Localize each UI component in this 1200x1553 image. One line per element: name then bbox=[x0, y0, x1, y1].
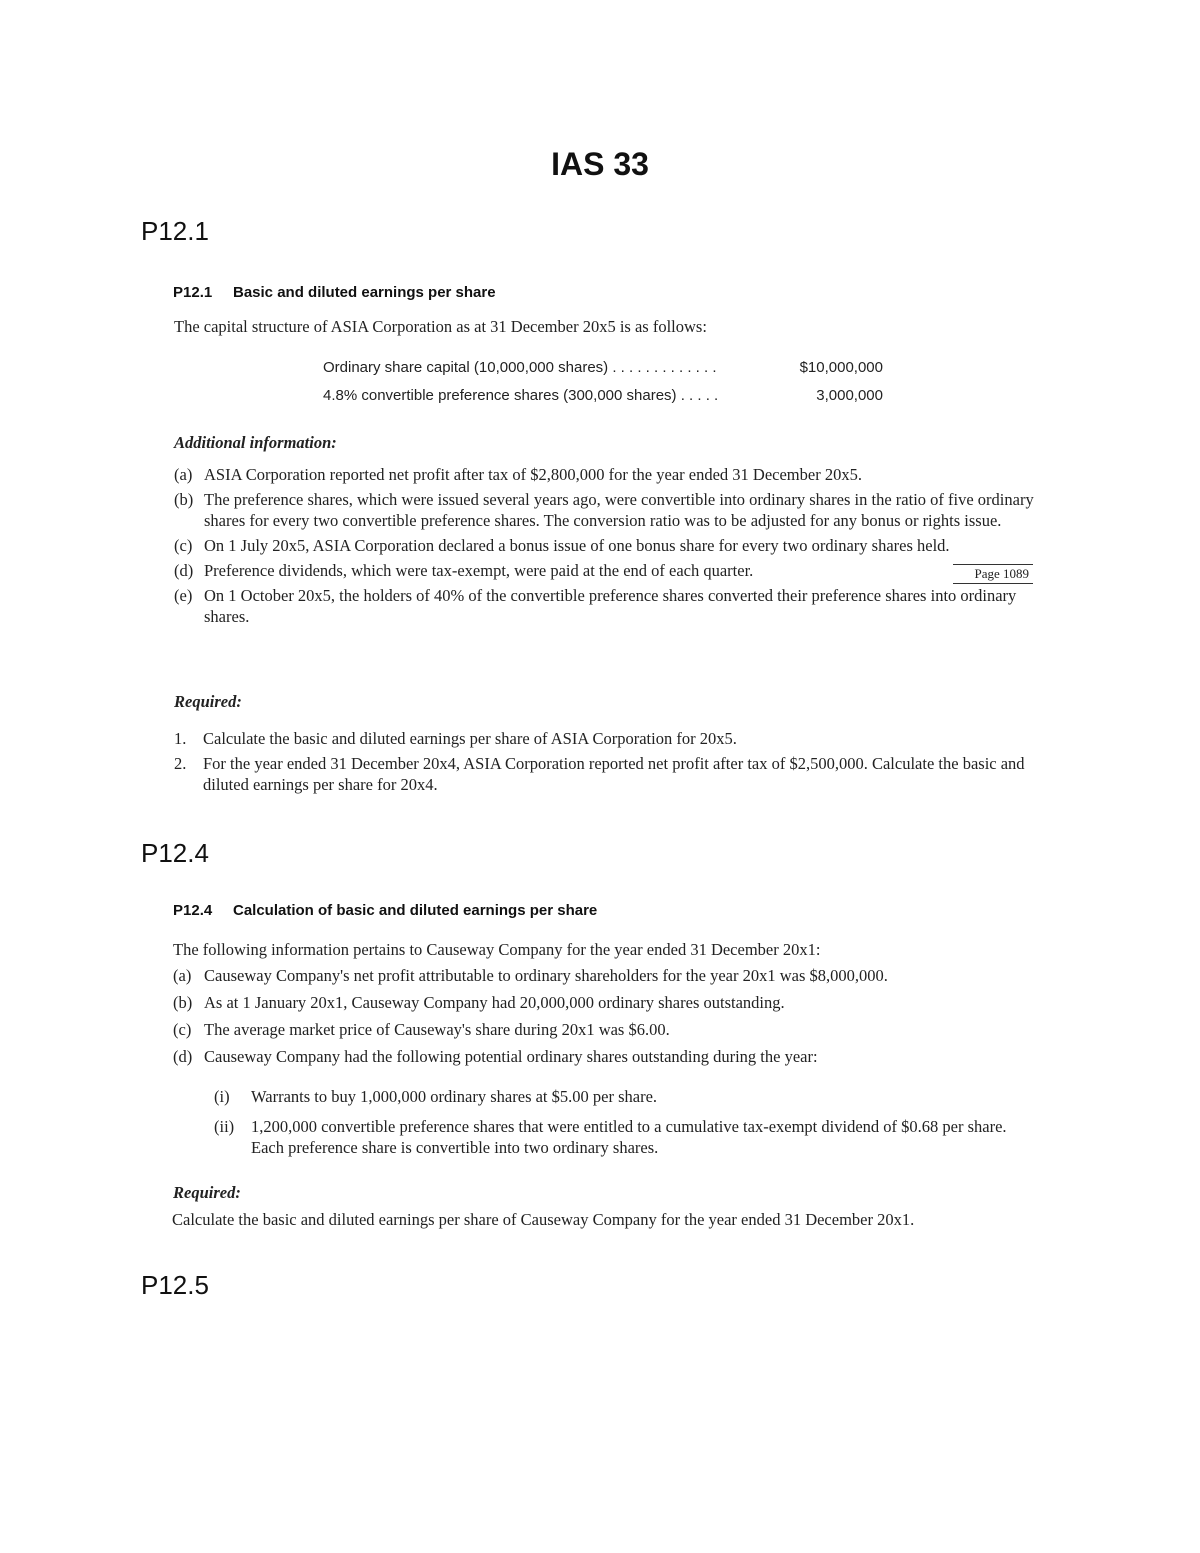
capital-value: $10,000,000 bbox=[799, 359, 883, 376]
item-marker: (b) bbox=[173, 993, 193, 1012]
list-item bbox=[174, 585, 1034, 627]
required-heading: Required: bbox=[174, 692, 242, 711]
potential-shares-list bbox=[214, 1086, 1040, 1158]
page-number-marker: Page 1089 bbox=[953, 564, 1033, 584]
list-item bbox=[174, 535, 1034, 556]
item-text: As at 1 January 20x1, Causeway Company had 20,000,000 ordinary shares outstanding. bbox=[204, 993, 785, 1012]
list-item bbox=[173, 992, 1033, 1013]
additional-info-list bbox=[174, 464, 1034, 627]
list-item bbox=[214, 1116, 1040, 1158]
item-text: For the year ended 31 December 20x4, ASIA Corporation reported net profit after tax of $2,500,000. Calculate the basic and diluted earnings per share for 20x4. bbox=[203, 754, 1025, 794]
required-heading: Required: bbox=[173, 1183, 241, 1202]
item-text: Preference dividends, which were tax-exempt, were paid at the end of each quarter. bbox=[204, 561, 754, 580]
problem-heading-text: Basic and diluted earnings per share bbox=[233, 284, 496, 301]
item-marker: (i) bbox=[214, 1087, 230, 1106]
item-text: Calculate the basic and diluted earnings per share of ASIA Corporation for 20x5. bbox=[203, 729, 737, 748]
section-title-p12-1: P12.1 bbox=[141, 216, 209, 246]
list-item bbox=[174, 728, 1034, 749]
item-marker: (d) bbox=[174, 561, 194, 580]
item-marker: (e) bbox=[174, 586, 193, 605]
item-text: The preference shares, which were issued several years ago, were convertible into ordinary shares in the ratio of five ordinary shares for every two convertible preference shares. The conversion ratio was to be adjusted for any bonus or rights issue. bbox=[204, 490, 1034, 530]
additional-info-heading: Additional information: bbox=[174, 433, 337, 452]
item-marker: (ii) bbox=[214, 1117, 235, 1136]
page-title: IAS 33 bbox=[551, 146, 649, 182]
item-marker: (b) bbox=[174, 490, 194, 509]
causeway-info-list bbox=[173, 965, 1033, 1067]
capital-label: 4.8% convertible preference shares (300,000 shares) . . . . . bbox=[323, 387, 719, 404]
list-item bbox=[174, 753, 1034, 795]
item-marker: (c) bbox=[173, 1020, 192, 1039]
item-text: On 1 July 20x5, ASIA Corporation declared a bonus issue of one bonus share for every two ordinary shares held. bbox=[204, 536, 950, 555]
item-marker: 2. bbox=[174, 754, 187, 773]
item-marker: (a) bbox=[173, 966, 192, 985]
list-item bbox=[173, 1019, 1033, 1040]
item-text: The average market price of Causeway's share during 20x1 was $6.00. bbox=[204, 1020, 670, 1039]
section-title-p12-5: P12.5 bbox=[141, 1270, 209, 1300]
capital-intro: The capital structure of ASIA Corporation as at 31 December 20x5 is as follows: bbox=[174, 317, 707, 336]
causeway-intro: The following information pertains to Causeway Company for the year ended 31 December 20x1: bbox=[173, 940, 821, 959]
problem-heading-text: Calculation of basic and diluted earnings per share bbox=[233, 902, 598, 919]
capital-row bbox=[323, 387, 883, 404]
problem-number: P12.4 bbox=[173, 902, 213, 919]
item-marker: 1. bbox=[174, 729, 187, 748]
item-text: Causeway Company's net profit attributable to ordinary shareholders for the year 20x1 was $8,000,000. bbox=[204, 966, 888, 985]
list-item bbox=[214, 1086, 1040, 1107]
capital-row bbox=[323, 359, 883, 376]
item-text: 1,200,000 convertible preference shares that were entitled to a cumulative tax-exempt dividend of $0.68 per share. Each preference share is convertible into two ordinary shares. bbox=[251, 1117, 1007, 1157]
item-text: On 1 October 20x5, the holders of 40% of the convertible preference shares converted their preference shares into ordinary shares. bbox=[204, 586, 1017, 626]
list-item bbox=[173, 965, 1033, 986]
list-item bbox=[174, 560, 1034, 581]
section-title-p12-4: P12.4 bbox=[141, 838, 209, 868]
item-text: ASIA Corporation reported net profit after tax of $2,800,000 for the year ended 31 December 20x5. bbox=[204, 465, 862, 484]
problem-number: P12.1 bbox=[173, 284, 213, 301]
item-marker: (d) bbox=[173, 1047, 193, 1066]
list-item bbox=[174, 489, 1034, 531]
capital-label: Ordinary share capital (10,000,000 shares) . . . . . . . . . . . . . bbox=[323, 359, 717, 376]
item-marker: (a) bbox=[174, 465, 193, 484]
item-marker: (c) bbox=[174, 536, 193, 555]
problem-heading-p12-4 bbox=[173, 902, 597, 919]
list-item bbox=[174, 464, 1034, 485]
required-list bbox=[174, 728, 1034, 795]
item-text: Warrants to buy 1,000,000 ordinary shares at $5.00 per share. bbox=[251, 1087, 658, 1106]
capital-value: 3,000,000 bbox=[816, 387, 883, 404]
problem-heading-p12-1 bbox=[173, 284, 496, 301]
required-text: Calculate the basic and diluted earnings per share of Causeway Company for the year ended 31 December 20x1. bbox=[172, 1210, 915, 1229]
item-text: Causeway Company had the following potential ordinary shares outstanding during the year: bbox=[204, 1047, 818, 1066]
list-item bbox=[173, 1046, 1033, 1067]
